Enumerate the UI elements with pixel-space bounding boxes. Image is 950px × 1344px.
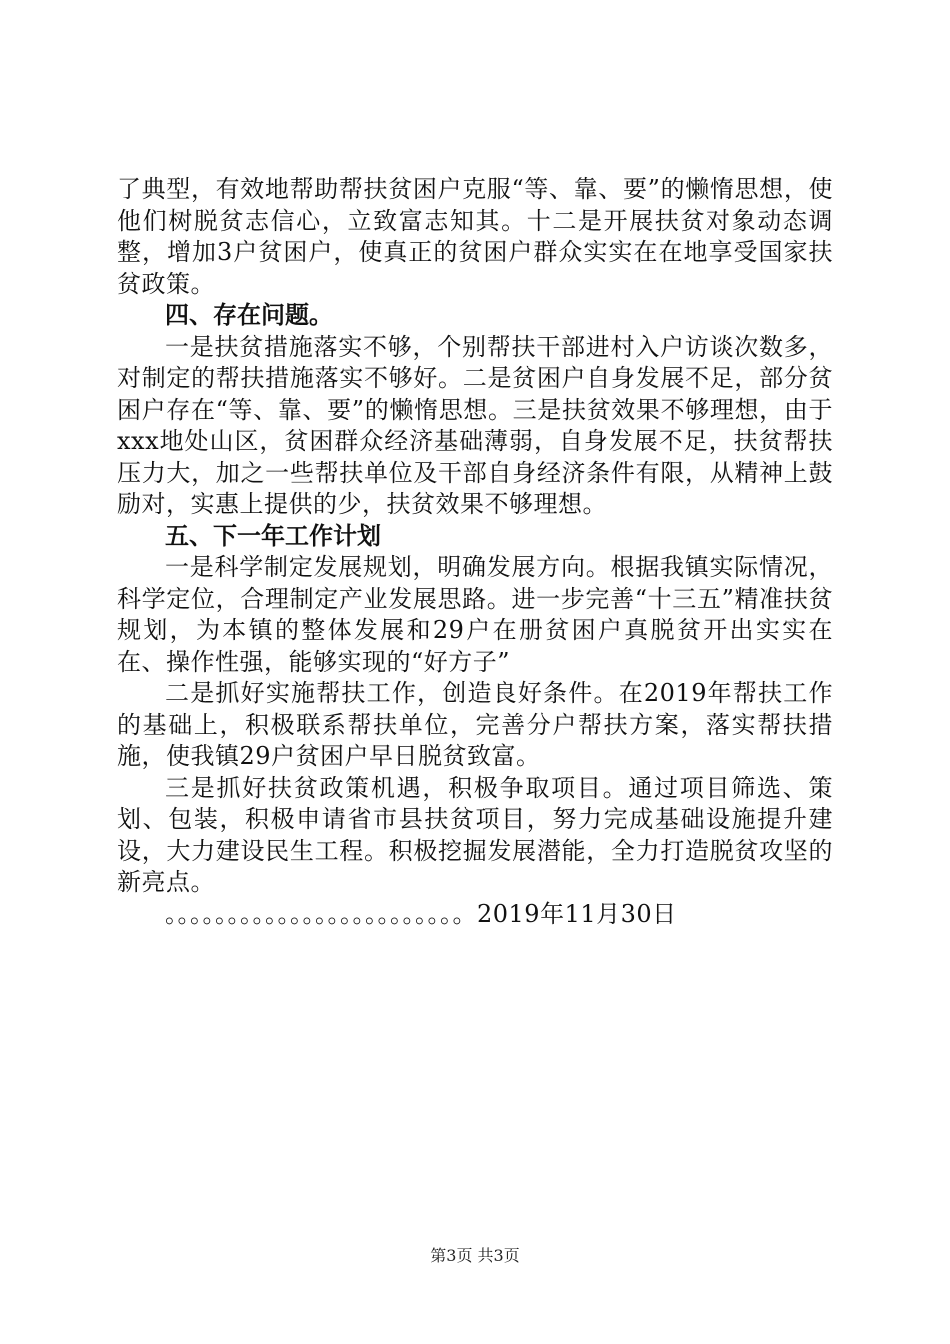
document-body bbox=[117, 174, 833, 930]
plan-paragraph-1: 一是科学制定发展规划，明确发展方向。根据我镇实际情况，科学定位，合理制定产业发展思路。进一步完善“十三五”精准扶贫规划，为本镇的整体发展和29户在册贫困户真脱贫开出实实在在、操作性强，能够实现的“好方子” bbox=[117, 553, 833, 676]
section-heading-problems: 四、存在问题。 bbox=[165, 301, 333, 329]
section-heading-plan: 五、下一年工作计划 bbox=[165, 521, 381, 550]
problems-paragraph: 一是扶贫措施落实不够，个别帮扶干部进村入户访谈次数多，对制定的帮扶措施落实不够好。二是贫困户自身发展不足，部分贫困户存在“等、靠、要”的懒惰思想。三是扶贫效果不够理想，由于xxx地处山区，贫困群众经济基础薄弱，自身发展不足，扶贫帮扶压力大，加之一些帮扶单位及干部自身经济条件有限，从精神上鼓励对，实惠上提供的少，扶贫效果不够理想。 bbox=[117, 332, 833, 518]
date-line: 。。。。。。。。。。。。。。。。。。。。。。。。2019年11月30日 bbox=[165, 899, 677, 928]
page-footer: 第3页 共3页 bbox=[430, 1246, 520, 1265]
continued-paragraph: 了典型，有效地帮助帮扶贫困户克服“等、靠、要”的懒惰思想，使他们树脱贫志信心，立致富志知其。十二是开展扶贫对象动态调整，增加3户贫困户，使真正的贫困户群众实实在在地享受国家扶贫政策。 bbox=[117, 175, 833, 298]
plan-paragraph-3: 三是抓好扶贫政策机遇，积极争取项目。通过项目筛选、策划、包装，积极申请省市县扶贫项目，努力完成基础设施提升建设，大力建设民生工程。积极挖掘发展潜能，全力打造脱贫攻坚的新亮点。 bbox=[117, 773, 833, 896]
plan-paragraph-2: 二是抓好实施帮扶工作，创造良好条件。在2019年帮扶工作的基础上，积极联系帮扶单位，完善分户帮扶方案，落实帮扶措施，使我镇29户贫困户早日脱贫致富。 bbox=[117, 679, 833, 770]
